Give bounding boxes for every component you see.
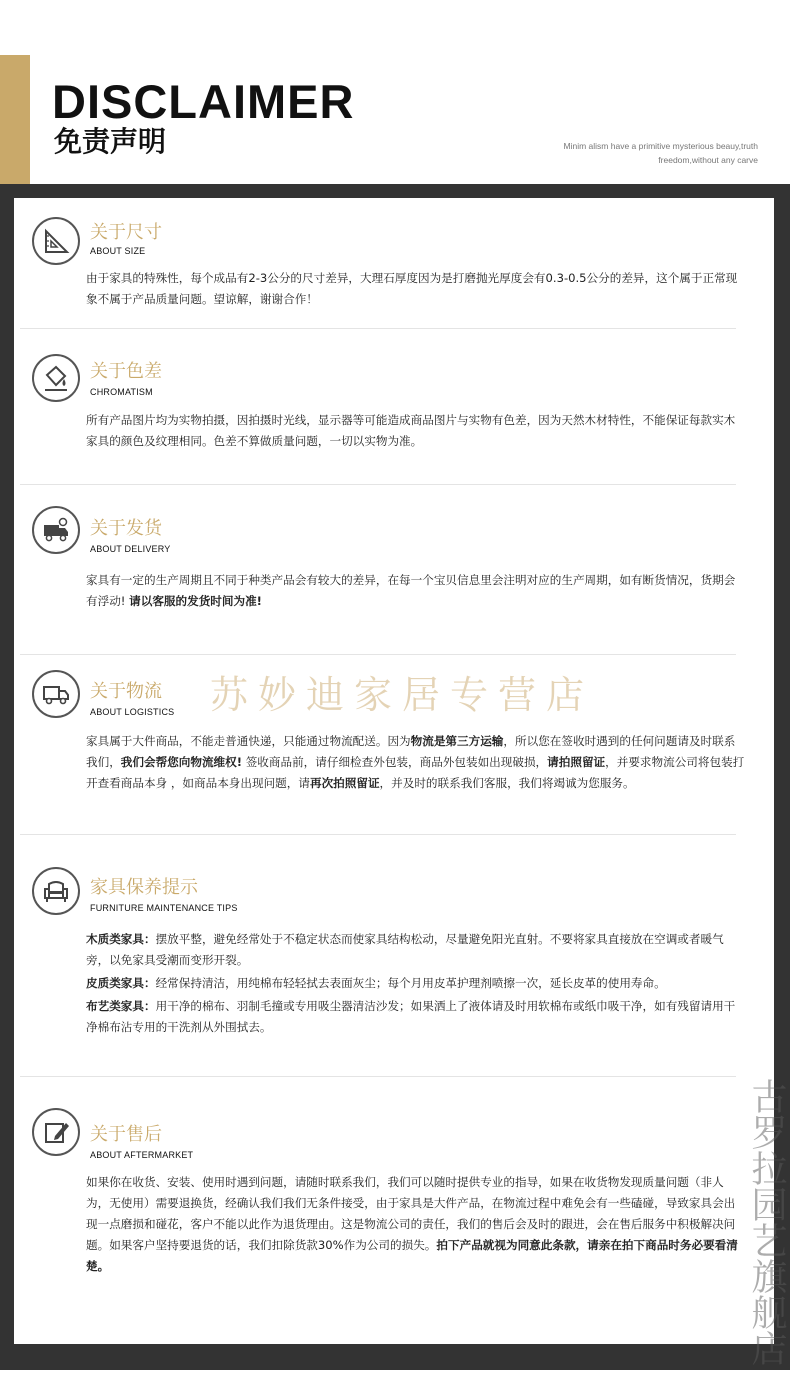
section-title: 关于发货 <box>90 518 162 539</box>
body-text: 用干净的棉布、羽制毛撞或专用吸尘器清洁沙发；如果洒上了液体请及时用软棉布或纸巾吸干净，如有残留请用干净棉布沾专用的干洗剂从外围拭去。 <box>86 999 736 1034</box>
section-body: 所有产品图片均为实物拍摄，因拍摄时光线，显示器等可能造成商品图片与实物有色差，因为天然木材特性，不能保证每款实木家具的颜色及纹理相同。色差不算做质量问题，一切以实物为准。 <box>86 413 736 448</box>
maintenance-wood <box>86 929 746 971</box>
section-subtitle: ABOUT AFTERMARKET <box>90 1150 194 1160</box>
body-bold: 拍下产品就视为同意此条款，请亲在拍下商品时务必要看清楚。 <box>86 1238 738 1273</box>
section-body <box>86 929 746 1040</box>
body-bold: 再次拍照留证 <box>309 776 380 790</box>
section-body <box>86 570 746 612</box>
body-text: 家具有一定的生产周期且不同于种类产品会有较大的差异，在每一个宝贝信息里会注明对应的生产周期，如有断货情况，货期会有浮动! <box>86 573 736 608</box>
section-title: 关于物流 <box>90 681 162 702</box>
tagline <box>498 139 758 167</box>
body-text: 家具属于大件商品，不能走普通快递，只能通过物流配送。因为 <box>86 734 411 748</box>
section-title: 关于售后 <box>90 1124 162 1145</box>
body-text: ，并要求物流公司将包装打开查看商品本身 ，如商品本身出现问题，请 <box>86 755 745 790</box>
body-text: ，并及时的联系我们客服，我们将竭诚为您服务。 <box>379 776 635 790</box>
gold-accent-bar <box>0 55 30 185</box>
section-title: 家具保养提示 <box>90 877 198 898</box>
maintenance-leather <box>86 973 746 994</box>
page-title-cn: 免责声明 <box>54 125 167 158</box>
section-title: 关于尺寸 <box>90 222 162 243</box>
body-bold: 我们会帮您向物流维权! <box>120 755 243 769</box>
section-subtitle: ABOUT DELIVERY <box>90 544 171 554</box>
body-bold: 皮质类家具： <box>86 976 156 990</box>
section-body <box>86 731 746 794</box>
armchair-icon <box>32 867 80 915</box>
section-subtitle: ABOUT SIZE <box>90 246 146 256</box>
section-title: 关于色差 <box>90 361 162 382</box>
watermark-center: 苏妙迪家居专营店 <box>210 673 595 717</box>
ruler-triangle-icon <box>32 217 80 265</box>
edit-pen-icon <box>32 1108 80 1156</box>
header <box>0 0 790 185</box>
divider <box>20 484 736 485</box>
body-text: ，所以您在签收时遇到的任何问题请及时联系我们， <box>86 734 736 769</box>
maintenance-fabric <box>86 996 746 1038</box>
body-bold: 请以客服的发货时间为准! <box>129 594 262 608</box>
divider <box>20 1076 736 1077</box>
body-text: 签收商品前，请仔细检查外包装，商品外包装如出现破损， <box>242 755 548 769</box>
page-title: DISCLAIMER <box>52 75 355 128</box>
section-subtitle: ABOUT LOGISTICS <box>90 707 175 717</box>
body-bold: 物流是第三方运输 <box>410 734 504 748</box>
logistics-truck-icon <box>32 670 80 718</box>
body-text: 摆放平整，避免经常处于不稳定状态而使家具结构松动，尽量避免阳光直射。不要将家具直接放在空调或者暖气旁，以免家具受潮而变形开裂。 <box>86 932 724 967</box>
divider <box>20 834 736 835</box>
section-subtitle: CHROMATISM <box>90 387 153 397</box>
body-bold: 布艺类家具： <box>86 999 156 1013</box>
section-body <box>86 1172 746 1277</box>
body-bold: 木质类家具： <box>86 932 156 946</box>
watermark-side: 古罗拉园艺旗舰店 <box>746 1078 787 1366</box>
section-body: 由于家具的特殊性，每个成品有2-3公分的尺寸差异，大理石厚度因为是打磨抛光厚度会有0.3-0.5公分的差异，这个属于正常现象不属于产品质量问题。望谅解，谢谢合作！ <box>86 271 738 306</box>
body-bold: 请拍照留证 <box>547 755 606 769</box>
body-text: 如果你在收货、安装、使用时遇到问题，请随时联系我们，我们可以随时提供专业的指导，如果在收货物发现质量问题（非人为，无使用）需要退换货，经确认我们我们无条件接受，由于家具是大件产品，在物流过程中难免会有一些磕碰，导致家具会出现一点磨损和碰花，客户不能以此作为退货理由。这是物流公司的责任，我们的售后会及时的跟进，会在售后服务中积极解决问题。如果客户坚持要退货的话，我们扣除货款30%作为公司的损失。 <box>86 1175 736 1252</box>
divider <box>20 328 736 329</box>
delivery-truck-icon <box>32 506 80 554</box>
section-subtitle: FURNITURE MAINTENANCE TIPS <box>90 903 238 913</box>
body-text: 经常保持清洁，用纯棉布轻轻拭去表面灰尘；每个月用皮革护理剂喷擦一次，延长皮革的使用寿命。 <box>155 976 666 990</box>
divider <box>20 654 736 655</box>
paint-bucket-icon <box>32 354 80 402</box>
tagline-line-2: freedom,without any carve <box>658 155 758 165</box>
tagline-line-1: Minim alism have a primitive mysterious beauy,truth <box>563 141 758 151</box>
